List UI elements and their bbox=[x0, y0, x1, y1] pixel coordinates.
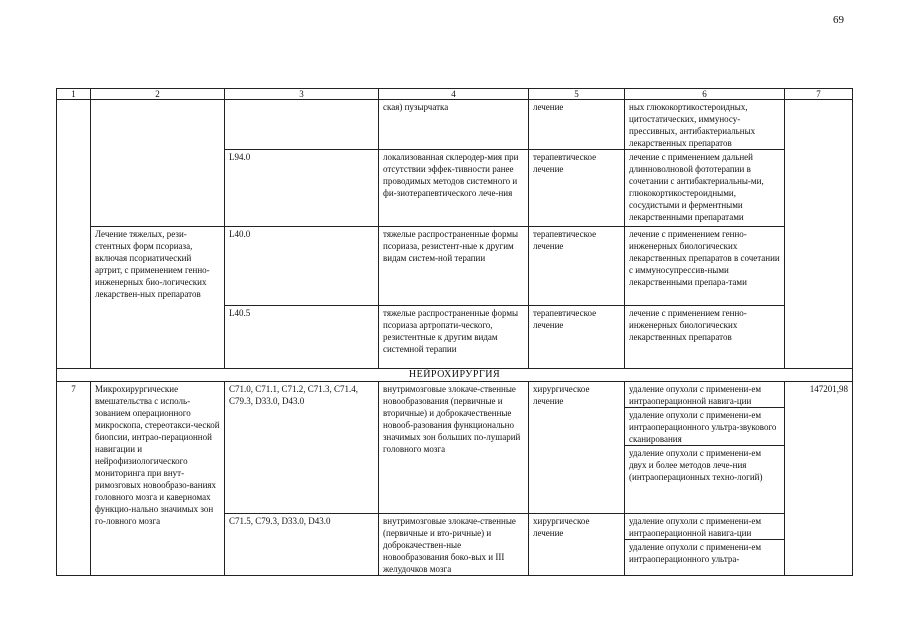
treatment-method-item: удаление опухоли с применени-ем двух и более методов лече-ния (интраоперационных техно-логий) bbox=[625, 445, 784, 483]
cell-number bbox=[57, 100, 91, 369]
table-row bbox=[57, 382, 853, 514]
cell-treatment-type: лечение bbox=[529, 100, 625, 150]
cell-icd-codes: C71.0, C71.1, C71.2, C71.3, C71.4, C79.3, D33.0, D43.0 bbox=[225, 382, 379, 514]
cell-condition: ская) пузырчатка bbox=[379, 100, 529, 150]
cell-method-group: Микрохирургические вмешательства с исполь-зованием операционного микроскопа, стереотакси-ческой биопсии, интрао-перационной навигации и нейрофизиологического мониторинга при внут-римозговых новообразо-ваниях головного мозга и каверномах функцио-нально значимых зон го-ловного мозга bbox=[91, 382, 225, 576]
cell-icd-codes: C71.5, C79.3, D33.0, D43.0 bbox=[225, 514, 379, 576]
treatment-method-item: удаление опухоли с применени-ем интраоперационной навига-ции bbox=[629, 516, 762, 538]
cell-condition: внутримозговые злокаче-ственные (первичные и вто-ричные) и доброкачествен-ные новообразования боко-вых и III желудочков мозга bbox=[379, 514, 529, 576]
cell-condition: тяжелые распространенные формы псориаза, резистент-ные к другим видам систем-ной терапии bbox=[379, 227, 529, 306]
cell-icd-codes: L40.0 bbox=[225, 227, 379, 306]
cell-price bbox=[785, 100, 853, 369]
cell-treatment-method: ных глюкокортикостероидных, цитостатических, иммуносу-прессивных, антибактериальных лекарственных препаратов bbox=[625, 100, 785, 150]
cell-condition: внутримозговые злокаче-ственные новообразования (первичные и вторичные) и доброкачественные новооб-разования функционально значимых зон больших по-лушарий головного мозга bbox=[379, 382, 529, 514]
section-title: НЕЙРОХИРУРГИЯ bbox=[57, 369, 853, 382]
cell-method-group bbox=[91, 100, 225, 227]
cell-price: 147201,98 bbox=[785, 382, 853, 576]
cell-icd-codes bbox=[225, 100, 379, 150]
cell-icd-codes: L94.0 bbox=[225, 150, 379, 227]
column-header: 4 bbox=[379, 89, 529, 100]
cell-treatment-method: лечение с применением генно-инженерных биологических лекарственных препаратов в сочетании с иммуносупрессив-ными лекарственными препара-тами bbox=[625, 227, 785, 306]
cell-method-group: Лечение тяжелых, рези-стентных форм псориаза, включая псориатический артрит, с применением генно-инженерных био-логических лекарствен-ных препаратов bbox=[91, 227, 225, 369]
table-row bbox=[57, 227, 853, 306]
cell-treatment-method bbox=[625, 382, 785, 514]
treatment-method-item: удаление опухоли с применени-ем интраоперационного ультра-звукового сканирования bbox=[625, 407, 784, 445]
column-header: 2 bbox=[91, 89, 225, 100]
treatment-method-item: удаление опухоли с применени-ем интраоперационной навига-ции bbox=[629, 384, 762, 406]
treatment-method-item: удаление опухоли с применени-ем интраоперационного ультра- bbox=[625, 539, 784, 565]
cell-treatment-type: хирургическое лечение bbox=[529, 514, 625, 576]
table-row bbox=[57, 100, 853, 150]
cell-condition: тяжелые распространенные формы псориаза артропати-ческого, резистентные к другим видам системной терапии bbox=[379, 306, 529, 369]
column-header: 6 bbox=[625, 89, 785, 100]
cell-treatment-type: терапевтическое лечение bbox=[529, 150, 625, 227]
cell-treatment-type: хирургическое лечение bbox=[529, 382, 625, 514]
cell-treatment-type: терапевтическое лечение bbox=[529, 306, 625, 369]
column-header: 7 bbox=[785, 89, 853, 100]
medical-care-table bbox=[56, 88, 853, 576]
cell-treatment-type: терапевтическое лечение bbox=[529, 227, 625, 306]
column-header: 1 bbox=[57, 89, 91, 100]
cell-icd-codes: L40.5 bbox=[225, 306, 379, 369]
column-number-row bbox=[57, 89, 853, 100]
cell-treatment-method bbox=[625, 514, 785, 576]
column-header: 3 bbox=[225, 89, 379, 100]
section-header-row bbox=[57, 369, 853, 382]
cell-condition: локализованная склеродер-мия при отсутствии эффек-тивности ранее проводимых методов системного и фи-зиотерапевтического лече-ния bbox=[379, 150, 529, 227]
cell-treatment-method: лечение с применением дальней длинноволновой фототерапии в сочетании с антибактериальны-ми, глюкокортикостероидными, сосудистыми и ферментными лекарственными препаратами bbox=[625, 150, 785, 227]
column-header: 5 bbox=[529, 89, 625, 100]
cell-number: 7 bbox=[57, 382, 91, 576]
cell-treatment-method: лечение с применением генно-инженерных биологических лекарственных препаратов bbox=[625, 306, 785, 369]
page-number: 69 bbox=[833, 14, 844, 26]
